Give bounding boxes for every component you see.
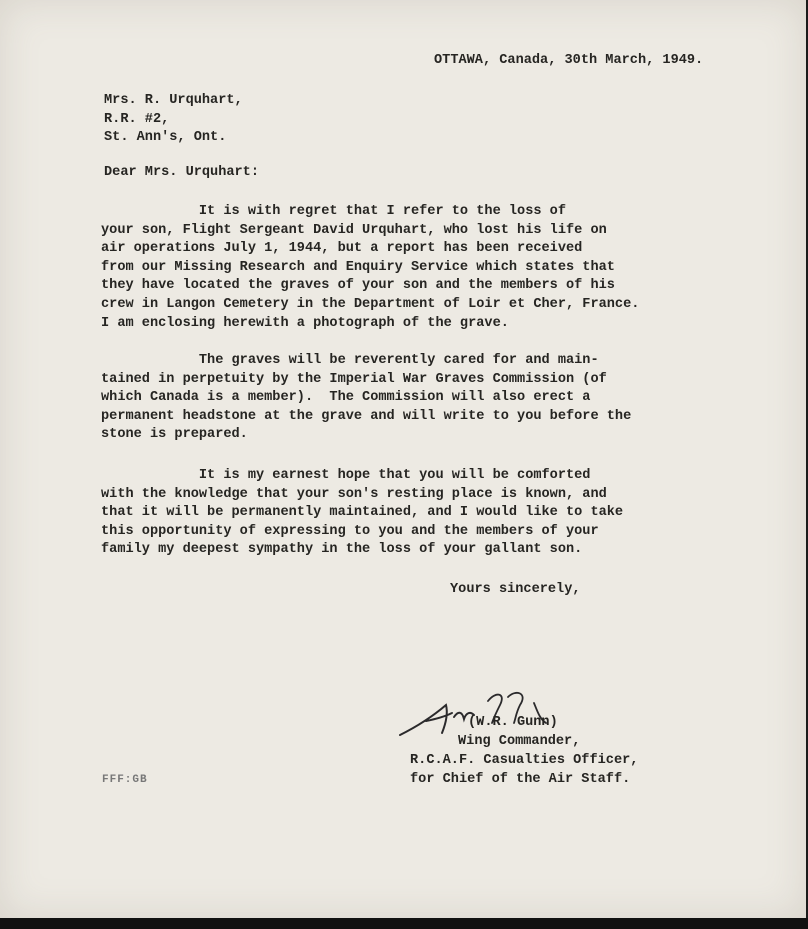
body-line: permanent headstone at the grave and will write to you before the — [101, 408, 632, 424]
paragraph-3 — [101, 467, 623, 560]
body-line: stone is prepared. — [101, 427, 248, 443]
closing: Yours sincerely, — [450, 582, 581, 597]
body-line: family my deepest sympathy in the loss of your gallant son. — [101, 542, 583, 558]
body-line: It is with regret that I refer to the loss of — [101, 204, 566, 219]
recipient-name: Mrs. R. Urquhart, — [104, 93, 243, 108]
signer-name: (W.R. Gunn) — [468, 715, 558, 730]
body-line: they have located the graves of your son and the members of his — [101, 278, 615, 294]
body-line: I am enclosing herewith a photograph of the grave. — [101, 315, 509, 331]
body-line: which Canada is a member). The Commission will also erect a — [101, 390, 591, 406]
recipient-route: R.R. #2, — [104, 112, 170, 127]
signer-authority: for Chief of the Air Staff. — [410, 772, 631, 787]
signature-block — [410, 713, 638, 789]
body-line: The graves will be reverently cared for and main- — [101, 353, 599, 368]
body-line: tained in perpetuity by the Imperial War Graves Commission (of — [101, 371, 607, 387]
signer-title: Wing Commander, — [458, 734, 581, 749]
salutation: Dear Mrs. Urquhart: — [104, 165, 259, 180]
body-line: your son, Flight Sergeant David Urquhart, who lost his life on — [101, 222, 607, 238]
reference-initials: FFF:GB — [102, 774, 148, 786]
body-line: from our Missing Research and Enquiry Service which states that — [101, 259, 615, 275]
recipient-town: St. Ann's, Ont. — [104, 130, 227, 145]
bottom-edge — [0, 918, 808, 929]
body-line: air operations July 1, 1944, but a report has been received — [101, 241, 583, 257]
body-line: It is my earnest hope that you will be comforted — [101, 468, 591, 483]
body-line: this opportunity of expressing to you and the members of your — [101, 523, 599, 539]
paragraph-2 — [101, 352, 631, 445]
paragraph-1 — [101, 203, 639, 333]
signer-office: R.C.A.F. Casualties Officer, — [410, 753, 639, 768]
letter-date: OTTAWA, Canada, 30th March, 1949. — [434, 53, 704, 68]
body-line: that it will be permanently maintained, and I would like to take — [101, 505, 624, 521]
body-line: crew in Langon Cemetery in the Department of Loir et Cher, France. — [101, 296, 640, 312]
body-line: with the knowledge that your son's resting place is known, and — [101, 486, 607, 502]
